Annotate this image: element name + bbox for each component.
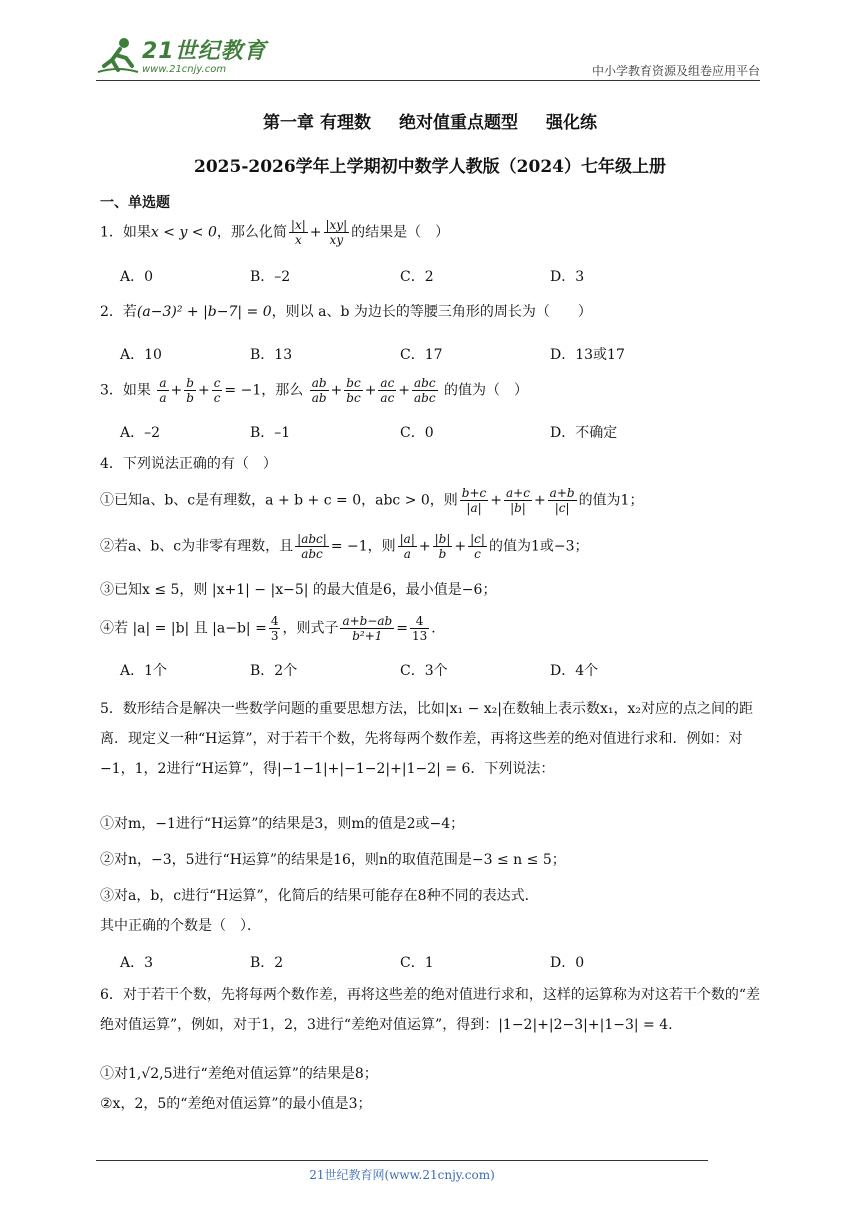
footer-link[interactable]: 21世纪教育网(www.21cnjy.com) (309, 1168, 495, 1182)
denominator: ac (380, 391, 395, 405)
numerator: a (159, 376, 167, 390)
denominator: b (438, 547, 447, 561)
option-b[interactable]: B．13 (250, 347, 293, 363)
q3-text: 3．如果 (100, 382, 151, 399)
option-d[interactable]: D．3 (550, 269, 585, 285)
option-b[interactable]: B．2 (250, 955, 284, 971)
denominator: 3 (270, 629, 279, 643)
page-header (96, 32, 760, 78)
option-c[interactable]: C．17 (400, 347, 443, 363)
question-6: 6．对于若干个数，先将每两个数作差，再将这些差的绝对值进行求和，这样的运算称为对这若干个数的“差绝对值运算”，例如，对于1，2，3进行“差绝对值运算”，得到：|1−2|+|2−3|+|1−3| = 4. (100, 987, 761, 1033)
option-c[interactable]: C．2 (400, 269, 434, 285)
q4-statement-2: ②若a、b、c为非零有理数，且 $\frac{\text{|abc|}}{\text{abc}}$ = −1，则 $\frac{|a|}{a}$ + $\frac{|b|}{b}$ + $\frac{|c|}{c}$ 的值为1或−3； (100, 532, 589, 561)
question-2 (100, 302, 768, 322)
numerator: |a| (399, 532, 415, 546)
denominator: ab (311, 391, 327, 405)
numerator: |b| (434, 532, 451, 546)
option-a[interactable]: A．–2 (120, 425, 161, 441)
numerator: |c| (470, 532, 485, 546)
option-a[interactable]: A．1个 (120, 663, 168, 679)
q4-text: ． (431, 620, 446, 637)
numerator: 4 (410, 614, 429, 629)
q6-statement-1: ①对1,√2,5进行“差绝对值运算”的结果是8； (100, 1066, 378, 1082)
denominator: xy (329, 233, 344, 247)
option-d[interactable]: D．13或17 (550, 347, 625, 363)
q2-text: 2．若 (100, 304, 137, 320)
runner-logo-icon (96, 36, 140, 76)
question-3: 3．如果 $\frac{a}{a}$ + $\frac{b}{b}$ + $\frac{c}{c}$ = −1，那么 $\frac{ab}{ab}$ + $\frac{bc}{bc}$ + $\frac{ac}{ac}$ + $\frac{\text{abc}}{\text{abc}}$ 的值为（ ） (100, 376, 529, 405)
numerator: a+b (549, 486, 575, 500)
option-d[interactable]: D．4个 (550, 663, 599, 679)
numerator: ac (380, 376, 395, 390)
denominator: a (403, 547, 411, 561)
denominator: |b| (510, 501, 526, 515)
question-4: 4．下列说法正确的有（ ） (100, 456, 277, 472)
option-a[interactable]: A．10 (120, 347, 162, 363)
fraction (289, 218, 308, 247)
numerator: |abc| (297, 532, 327, 546)
option-b[interactable]: B．–1 (250, 425, 291, 441)
numerator: b (186, 376, 194, 390)
option-a[interactable]: A．0 (120, 269, 154, 285)
denominator: b (186, 391, 194, 405)
option-d[interactable]: D．0 (550, 955, 585, 971)
q4-statement-1: ①已知a、b、c是有理数，a + b + c = 0，abc > 0，则 $\frac{b+c}{|a|}$ + $\frac{a+c}{|b|}$ + $\frac{a+b}{|c|}$ 的值为1； (100, 486, 644, 515)
option-c[interactable]: C．0 (400, 425, 434, 441)
header-divider (96, 80, 760, 81)
q4-text: = −1，则 (330, 538, 396, 555)
fraction (324, 218, 350, 247)
q1-condition: x < y < 0 (150, 224, 217, 241)
title-part: 绝对值重点题型 (398, 113, 518, 133)
page-title (0, 108, 860, 133)
logo (96, 36, 267, 76)
option-c[interactable]: C．3个 (400, 663, 448, 679)
title-part: 第一章 有理数 (263, 113, 371, 133)
page-subtitle: 2025-2026学年上学期初中数学人教版（2024）七年级上册 (194, 157, 666, 177)
numerator: |xy| (325, 218, 348, 232)
denominator: abc (414, 391, 436, 405)
q4-text: ①已知a、b、c是有理数，a + b + c = 0，abc > 0，则 (100, 492, 458, 509)
q5-statement-2: ②对n，−3，5进行“H运算”的结果是16，则n的取值范围是−3 ≤ n ≤ 5； (100, 852, 566, 868)
platform-name: 中小学教育资源及组卷应用平台 (591, 64, 760, 78)
q4-statement-4: ④若 |a| = |b| 且 |a−b| = $\frac{4}{3}$ ，则式子 $\frac{a+b-ab}{\text{b²+1}}$ = $\frac{4}{13}$ ． (100, 614, 446, 643)
title-part: 强化练 (545, 113, 597, 133)
question-5: 5．数形结合是解决一些数学问题的重要思想方法，比如|x₁ − x₂|在数轴上表示数x₁，x₂对应的点之间的距离．现定义一种“H运算”，对于若干个数，先将每两个数作差，再将这些差的绝对值进行求和．例如：对−1，1，2进行“H运算”，得|−1−1|+|−1−2|+|1−2| = 6．下列说法： (100, 701, 754, 777)
option-c[interactable]: C．1 (400, 955, 434, 971)
denominator: 13 (411, 629, 428, 643)
denominator: bc (346, 391, 361, 405)
denominator: |c| (554, 501, 570, 515)
q4-text: 的值为1； (578, 492, 644, 509)
numerator: abc (414, 376, 436, 390)
section-heading: 一、单选题 (100, 195, 170, 211)
q4-text: 的值为1或−3； (488, 538, 589, 555)
numerator: 4 (270, 614, 279, 628)
numerator: |x| (290, 218, 306, 232)
numerator: a+b−ab (342, 614, 393, 628)
q5-statement-1: ①对m，−1进行“H运算”的结果是3，则m的值是2或−4； (100, 816, 465, 832)
option-b[interactable]: B．–2 (250, 269, 291, 285)
q3-text: = −1，那么 (224, 382, 304, 399)
q1-text: ，那么化简 (216, 224, 287, 241)
option-d[interactable]: D．不确定 (550, 425, 618, 441)
option-a[interactable]: A．3 (120, 955, 154, 971)
q5-ask: 其中正确的个数是（ ）． (100, 918, 261, 934)
question-1: 1．如果x < y < 0，那么化简 $\frac{|x|}{x}$ + $\frac{|xy|}{xy}$ 的结果是（ ） (100, 218, 450, 247)
numerator: ab (311, 376, 327, 390)
q4-text: ④若 |a| = |b| 且 |a−b| = (100, 620, 267, 637)
logo-url: www.21cnjy.com (142, 64, 227, 75)
q2-text: ，则以 a、b 为边长的等腰三角形的周长为（ ） (271, 304, 592, 320)
denominator: |a| (466, 501, 482, 515)
footer-divider (96, 1160, 708, 1161)
denominator: b²+1 (352, 629, 383, 643)
logo-title: 21世纪教育 (142, 39, 267, 64)
numerator: a+c (506, 486, 530, 500)
q6-statement-2: ②x，2，5的“差绝对值运算”的最小值是3； (100, 1096, 372, 1112)
option-b[interactable]: B．2个 (250, 663, 298, 679)
q5-statement-3: ③对a，b，c进行“H运算”，化简后的结果可能存在8种不同的表达式． (100, 888, 539, 904)
denominator: c (474, 547, 481, 561)
q4-text: ②若a、b、c为非零有理数，且 (100, 538, 294, 555)
denominator: a (159, 391, 167, 405)
numerator: c (213, 376, 221, 390)
q1-text: 1．如果 (100, 224, 151, 241)
q2-expression: (a−3)² + |b−7| = 0 (136, 304, 272, 320)
q4-text: ，则式子 (282, 620, 339, 637)
denominator: x (294, 233, 302, 247)
q4-statement-3: ③已知x ≤ 5，则 |x+1| − |x−5| 的最大值是6，最小值是−6； (100, 582, 497, 598)
numerator: b+c (461, 486, 487, 500)
q1-text: 的结果是（ ） (351, 224, 450, 241)
denominator: abc (301, 547, 323, 561)
q3-text: 的值为（ ） (444, 382, 529, 399)
denominator: c (213, 391, 221, 405)
numerator: bc (346, 376, 361, 390)
